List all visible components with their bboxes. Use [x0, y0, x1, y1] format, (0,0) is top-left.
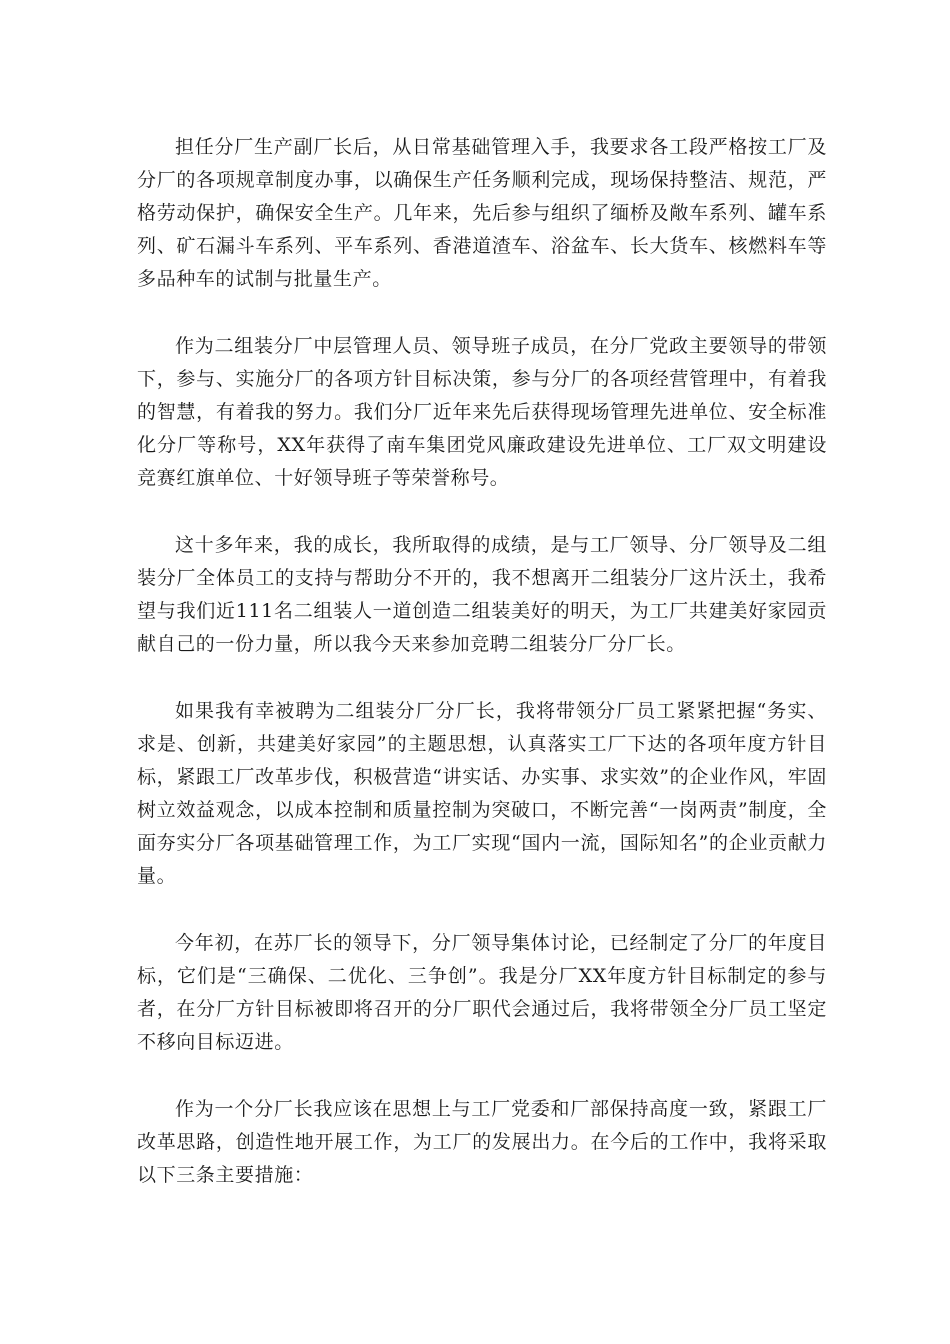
- paragraph-5: 今年初，在苏厂长的领导下，分厂领导集体讨论，已经制定了分厂的年度目标，它们是“三确保、二优化、三争创”。我是分厂XX年度方针目标制定的参与者，在分厂方针目标被即将召开的分厂职代会通过后，我将带领全分厂员工坚定不移向目标迈进。: [137, 932, 827, 1053]
- document-body: [137, 131, 827, 1226]
- paragraph-6: 作为一个分厂长我应该在思想上与工厂党委和厂部保持高度一致，紧跟工厂改革思路，创造性地开展工作，为工厂的发展出力。在今后的工作中，我将采取以下三条主要措施：: [137, 1098, 827, 1186]
- paragraph-2: 作为二组装分厂中层管理人员、领导班子成员，在分厂党政主要领导的带领下，参与、实施分厂的各项方针目标决策，参与分厂的各项经营管理中，有着我的智慧，有着我的努力。我们分厂近年来先后获得现场管理先进单位、安全标准化分厂等称号，XX年获得了南车集团党风廉政建设先进单位、工厂双文明建设竞赛红旗单位、十好领导班子等荣誉称号。: [137, 335, 827, 489]
- paragraph-1: 担任分厂生产副厂长后，从日常基础管理入手，我要求各工段严格按工厂及分厂的各项规章制度办事，以确保生产任务顺利完成，现场保持整洁、规范，严格劳动保护，确保安全生产。几年来，先后参与组织了缅桥及敞车系列、罐车系列、矿石漏斗车系列、平车系列、香港道渣车、浴盆车、长大货车、核燃料车等多品种车的试制与批量生产。: [137, 136, 827, 290]
- paragraph-3: 这十多年来，我的成长，我所取得的成绩，是与工厂领导、分厂领导及二组装分厂全体员工的支持与帮助分不开的，我不想离开二组装分厂这片沃土，我希望与我们近111名二组装人一道创造二组装美好的明天，为工厂共建美好家园贡献自己的一份力量，所以我今天来参加竞聘二组装分厂分厂长。: [137, 534, 827, 655]
- paragraph-4: 如果我有幸被聘为二组装分厂分厂长，我将带领分厂员工紧紧把握“务实、求是、创新，共建美好家园”的主题思想，认真落实工厂下达的各项年度方针目标，紧跟工厂改革步伐，积极营造“讲实话、办实事、求实效”的企业作风，牢固树立效益观念，以成本控制和质量控制为突破口，不断完善“一岗两责”制度，全面夯实分厂各项基础管理工作，为工厂实现“国内一流，国际知名”的企业贡献力量。: [137, 700, 827, 887]
